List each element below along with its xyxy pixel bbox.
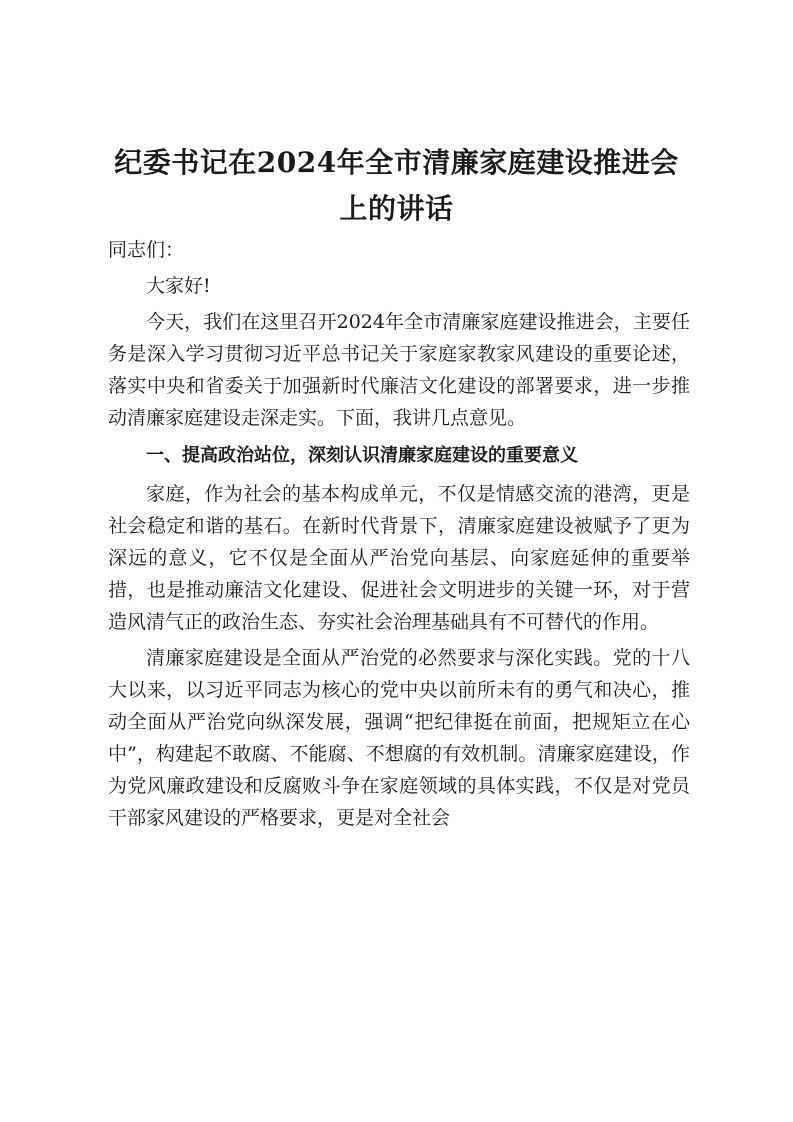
salutation: 同志们： [108, 239, 185, 261]
section-1-paragraph-2: 清廉家庭建设是全面从严治党的必然要求与深化实践。党的十八大以来，以习近平同志为核心的党中央以前所未有的勇气和决心，推动全面从严治党向纵深发展，强调“把纪律挺在前面，把规矩立在心中”，构建起不敢腐、不能腐、不想腐的有效机制。清廉家庭建设，作为党风廉政建设和反腐败斗争在家庭领域的具体实践，不仅是对党员干部家风建设的严格要求，更是对全社会 [108, 647, 690, 829]
title-line-2: 上的讲话 [339, 192, 454, 225]
document-body [108, 234, 690, 834]
document-title [100, 140, 693, 232]
section-1-heading: 一、提高政治站位，深刻认识清廉家庭建设的重要意义 [146, 445, 578, 466]
title-line-1: 纪委书记在2024年全市清廉家庭建设推进会 [114, 146, 679, 179]
section-1-paragraph-1: 家庭，作为社会的基本构成单元，不仅是情感交流的港湾，更是社会稳定和谐的基石。在新时代背景下，清廉家庭建设被赋予了更为深远的意义，它不仅是全面从严治党向基层、向家庭延伸的重要举措，也是推动廉洁文化建设、促进社会文明进步的关键一环，对于营造风清气正的政治生态、夯实社会治理基础具有不可替代的作用。 [108, 483, 690, 633]
intro-paragraph: 今天，我们在这里召开2024年全市清廉家庭建设推进会，主要任务是深入学习贯彻习近平总书记关于家庭家教家风建设的重要论述，落实中央和省委关于加强新时代廉洁文化建设的部署要求，进一步推动清廉家庭建设走深走实。下面，我讲几点意见。 [108, 311, 690, 429]
greeting: 大家好! [146, 275, 211, 297]
